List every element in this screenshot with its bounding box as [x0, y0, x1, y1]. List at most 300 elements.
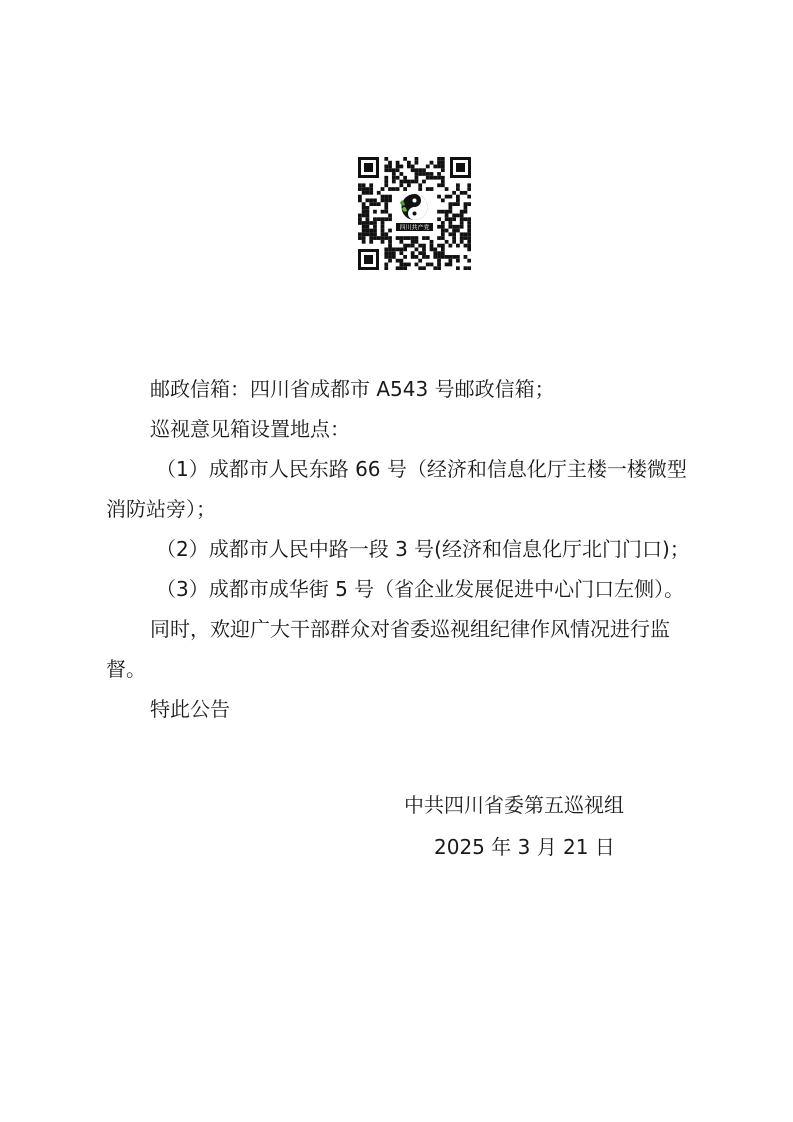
qr-module: [437, 195, 441, 199]
qr-module: [381, 187, 385, 191]
qr-module: [362, 221, 366, 225]
qr-module: [445, 229, 449, 233]
qr-module: [373, 221, 377, 225]
qr-module: [369, 229, 373, 233]
qr-module: [384, 176, 388, 180]
qr-module: [384, 168, 388, 172]
qr-module: [392, 251, 396, 255]
qr-module: [399, 236, 403, 240]
qr-module: [456, 214, 460, 218]
qr-module: [452, 232, 456, 236]
qr-module: [392, 255, 396, 259]
qr-module: [388, 244, 392, 248]
qr-module: [392, 172, 396, 176]
qr-module: [403, 244, 407, 248]
qr-module: [381, 240, 385, 244]
qr-module: [369, 232, 373, 236]
qr-module: [369, 240, 373, 244]
qr-module: [433, 255, 437, 259]
qr-module: [384, 202, 388, 206]
qr-module: [448, 221, 452, 225]
qr-module: [437, 259, 441, 263]
qr-module: [441, 244, 445, 248]
qr-module: [441, 236, 445, 240]
qr-module: [467, 202, 471, 206]
qr-module: [467, 232, 471, 236]
qr-module: [422, 180, 426, 184]
qr-module: [384, 165, 388, 169]
qr-module: [362, 183, 366, 187]
qr-module: [403, 255, 407, 259]
qr-module: [369, 236, 373, 240]
qr-module: [445, 240, 449, 244]
qr-module: [377, 236, 381, 240]
qr-module: [460, 217, 464, 221]
qr-module: [464, 202, 468, 206]
qr-module: [464, 232, 468, 236]
qr-module: [415, 255, 419, 259]
qr-module: [460, 236, 464, 240]
qr-finder-top-right: [450, 157, 471, 178]
qr-module: [418, 251, 422, 255]
qr-module: [426, 187, 430, 191]
qr-module: [430, 240, 434, 244]
qr-module: [448, 255, 452, 259]
qr-module: [456, 202, 460, 206]
qr-module: [452, 236, 456, 240]
box-heading: 巡视意见箱设置地点：: [150, 417, 350, 441]
qr-module: [467, 229, 471, 233]
qr-module: [437, 172, 441, 176]
qr-module: [464, 255, 468, 259]
qr-module: [373, 229, 377, 233]
qr-module: [399, 259, 403, 263]
qr-module: [441, 157, 445, 161]
qr-module: [411, 240, 415, 244]
mailbox-line: 邮政信箱：四川省成都市 A543 号邮政信箱；: [150, 377, 555, 401]
qr-module: [460, 221, 464, 225]
qr-module: [448, 259, 452, 263]
qr-module: [415, 247, 419, 251]
qr-module: [467, 247, 471, 251]
qr-module: [377, 202, 381, 206]
qr-module: [456, 187, 460, 191]
qr-module: [396, 161, 400, 165]
qr-module: [418, 266, 422, 270]
qr-module: [448, 195, 452, 199]
qr-module: [422, 247, 426, 251]
qr-module: [418, 172, 422, 176]
qr-module: [467, 217, 471, 221]
qr-module: [464, 244, 468, 248]
qr-module: [460, 210, 464, 214]
qr-module: [403, 187, 407, 191]
qr-module: [366, 187, 370, 191]
qr-module: [433, 176, 437, 180]
qr-module: [407, 180, 411, 184]
qr-module: [384, 206, 388, 210]
qr-module: [384, 266, 388, 270]
qr-module: [441, 221, 445, 225]
qr-module: [362, 236, 366, 240]
qr-module: [422, 251, 426, 255]
qr-module: [464, 266, 468, 270]
qr-module: [430, 263, 434, 267]
qr-module: [415, 180, 419, 184]
qr-module: [445, 195, 449, 199]
qr-module: [366, 229, 370, 233]
qr-module: [396, 165, 400, 169]
qr-module: [384, 210, 388, 214]
qr-module: [373, 198, 377, 202]
qr-module: [384, 180, 388, 184]
qr-module: [456, 183, 460, 187]
qr-module: [445, 187, 449, 191]
qr-module: [388, 255, 392, 259]
qr-module: [422, 255, 426, 259]
qr-module: [369, 221, 373, 225]
qr-module: [358, 187, 362, 191]
qr-module: [381, 225, 385, 229]
qr-module: [403, 176, 407, 180]
qr-module: [441, 183, 445, 187]
qr-module: [403, 236, 407, 240]
qr-module: [437, 251, 441, 255]
qr-module: [384, 255, 388, 259]
qr-module: [369, 191, 373, 195]
qr-module: [362, 232, 366, 236]
qr-module: [467, 240, 471, 244]
qr-logo-text: 四川共产党: [399, 224, 430, 232]
qr-module: [377, 191, 381, 195]
qr-module: [403, 180, 407, 184]
qr-module: [392, 247, 396, 251]
qr-module: [448, 206, 452, 210]
qr-module: [358, 221, 362, 225]
qr-module: [452, 240, 456, 244]
qr-module: [464, 206, 468, 210]
qr-module: [411, 236, 415, 240]
qr-module: [384, 217, 388, 221]
qr-module: [373, 217, 377, 221]
qr-module: [422, 236, 426, 240]
qr-module: [411, 251, 415, 255]
qr-module: [448, 202, 452, 206]
qr-module: [422, 172, 426, 176]
qr-module: [399, 172, 403, 176]
qr-module: [362, 210, 366, 214]
qr-module: [418, 259, 422, 263]
qr-module: [460, 214, 464, 218]
qr-module: [388, 198, 392, 202]
qr-module: [407, 165, 411, 169]
qr-module: [388, 195, 392, 199]
qr-module: [430, 244, 434, 248]
qr-module: [445, 263, 449, 267]
qr-module: [396, 259, 400, 263]
qr-module: [415, 172, 419, 176]
qr-module: [384, 232, 388, 236]
qr-module: [437, 217, 441, 221]
qr-module: [456, 195, 460, 199]
qr-module: [396, 176, 400, 180]
qr-module: [396, 236, 400, 240]
qr-module: [467, 221, 471, 225]
qr-module: [399, 251, 403, 255]
qr-module: [366, 198, 370, 202]
qr-module: [381, 232, 385, 236]
qr-module: [467, 187, 471, 191]
qr-module: [415, 176, 419, 180]
qr-module: [388, 259, 392, 263]
qr-module: [464, 236, 468, 240]
qr-module: [381, 195, 385, 199]
qr-module: [399, 183, 403, 187]
qr-module: [437, 225, 441, 229]
qr-module: [430, 172, 434, 176]
qr-module: [388, 217, 392, 221]
qr-module: [448, 225, 452, 229]
qr-module: [418, 183, 422, 187]
qr-module: [407, 244, 411, 248]
qr-module: [456, 198, 460, 202]
qr-center-logo: [394, 191, 435, 234]
qr-module: [437, 176, 441, 180]
qr-module: [445, 210, 449, 214]
qr-module: [392, 168, 396, 172]
qr-module: [407, 236, 411, 240]
qr-module: [392, 180, 396, 184]
qr-module: [445, 255, 449, 259]
qr-module: [407, 263, 411, 267]
qr-module: [388, 168, 392, 172]
qr-module: [437, 161, 441, 165]
qr-module: [437, 244, 441, 248]
qr-module: [381, 236, 385, 240]
qr-module: [448, 232, 452, 236]
qr-module: [358, 183, 362, 187]
qr-module: [441, 251, 445, 255]
qr-module: [396, 247, 400, 251]
qr-module: [430, 247, 434, 251]
qr-module: [377, 217, 381, 221]
qr-module: [411, 180, 415, 184]
qr-module: [362, 229, 366, 233]
qr-module: [399, 247, 403, 251]
qr-module: [456, 259, 460, 263]
qr-module: [369, 187, 373, 191]
qr-module: [433, 266, 437, 270]
qr-module: [437, 210, 441, 214]
qr-module: [384, 195, 388, 199]
location-2: （2）成都市人民中路一段 3 号(经济和信息化厅北门门口)；: [156, 537, 690, 561]
qr-module: [411, 255, 415, 259]
qr-module: [418, 168, 422, 172]
qr-module: [426, 263, 430, 267]
qr-module: [403, 263, 407, 267]
qr-module: [415, 168, 419, 172]
qr-module: [467, 183, 471, 187]
qr-module: [392, 176, 396, 180]
qr-module: [452, 202, 456, 206]
location-3: （3）成都市成华街 5 号（省企业发展促进中心门口左侧）。: [156, 577, 685, 601]
qr-module: [426, 172, 430, 176]
qr-code-icon: [358, 157, 471, 270]
qr-module: [441, 165, 445, 169]
qr-module: [366, 217, 370, 221]
qr-module: [381, 210, 385, 214]
qr-module: [452, 214, 456, 218]
qr-module: [396, 168, 400, 172]
qr-module: [467, 195, 471, 199]
qr-module: [388, 165, 392, 169]
qr-module: [403, 157, 407, 161]
notice-body: [106, 369, 706, 729]
qr-module: [381, 217, 385, 221]
qr-module: [426, 176, 430, 180]
qr-module: [388, 229, 392, 233]
qr-module: [445, 217, 449, 221]
qr-module: [358, 236, 362, 240]
qr-module: [366, 232, 370, 236]
qr-module: [418, 187, 422, 191]
qr-module: [445, 214, 449, 218]
qr-module: [467, 266, 471, 270]
qr-module: [366, 225, 370, 229]
qr-module: [437, 157, 441, 161]
qr-module: [441, 180, 445, 184]
qr-module: [399, 165, 403, 169]
qr-finder-top-left: [358, 157, 379, 178]
qr-module: [456, 244, 460, 248]
qr-module: [369, 183, 373, 187]
qr-module: [456, 255, 460, 259]
qr-module: [441, 176, 445, 180]
qr-module: [441, 168, 445, 172]
qr-module: [433, 165, 437, 169]
qr-module: [392, 187, 396, 191]
qr-module: [411, 244, 415, 248]
qr-module: [415, 263, 419, 267]
qr-module: [452, 191, 456, 195]
qr-module: [403, 266, 407, 270]
welcome-paragraph: 同时，欢迎广大干部群众对省委巡视组纪律作风情况进行监督。: [106, 617, 670, 681]
qr-module: [358, 195, 362, 199]
qr-module: [373, 225, 377, 229]
qr-module: [467, 244, 471, 248]
qr-module: [362, 214, 366, 218]
qr-module: [460, 225, 464, 229]
qr-module: [358, 217, 362, 221]
qr-module: [460, 240, 464, 244]
qr-module: [362, 225, 366, 229]
qr-module: [441, 247, 445, 251]
qr-module: [441, 255, 445, 259]
qr-module: [384, 183, 388, 187]
qr-module: [437, 183, 441, 187]
qr-module: [388, 240, 392, 244]
qr-module: [388, 247, 392, 251]
qr-module: [373, 236, 377, 240]
qr-module: [407, 183, 411, 187]
qr-module: [430, 176, 434, 180]
qr-module: [381, 229, 385, 233]
qr-module: [362, 202, 366, 206]
qr-module: [388, 187, 392, 191]
qr-module: [366, 206, 370, 210]
qr-module: [373, 232, 377, 236]
qr-module: [388, 236, 392, 240]
closing-line: 特此公告: [150, 697, 230, 721]
qr-module: [441, 229, 445, 233]
qr-module: [396, 187, 400, 191]
qr-module: [452, 217, 456, 221]
qr-module: [464, 217, 468, 221]
qr-module: [366, 214, 370, 218]
qr-module: [437, 165, 441, 169]
qr-module: [467, 236, 471, 240]
location-1: （1）成都市人民东路 66 号（经济和信息化厅主楼一楼微型消防站旁）；: [106, 457, 687, 521]
qr-module: [464, 191, 468, 195]
qr-module: [456, 225, 460, 229]
qr-module: [366, 210, 370, 214]
qr-module: [437, 255, 441, 259]
qr-module: [362, 187, 366, 191]
qr-module: [415, 157, 419, 161]
qr-module: [384, 198, 388, 202]
qr-module: [441, 210, 445, 214]
qr-module: [448, 263, 452, 267]
qr-module: [362, 191, 366, 195]
qr-module: [358, 232, 362, 236]
qr-module: [430, 187, 434, 191]
qr-module: [426, 165, 430, 169]
qr-module: [422, 168, 426, 172]
qr-code[interactable]: [358, 157, 471, 270]
qr-module: [384, 157, 388, 161]
qr-module: [384, 236, 388, 240]
qr-module: [369, 198, 373, 202]
qr-module: [373, 210, 377, 214]
qr-module: [441, 232, 445, 236]
qr-module: [358, 214, 362, 218]
qr-module: [358, 198, 362, 202]
qr-module: [415, 240, 419, 244]
qr-module: [366, 191, 370, 195]
qr-module: [384, 247, 388, 251]
qr-module: [433, 247, 437, 251]
qr-module: [415, 236, 419, 240]
qr-module: [430, 161, 434, 165]
qr-module: [422, 266, 426, 270]
qr-module: [384, 263, 388, 267]
signature-org: 中共四川省委第五巡视组: [404, 793, 624, 817]
qr-module: [381, 221, 385, 225]
signature-date: 2025 年 3 月 21 日: [434, 835, 615, 859]
qr-module: [452, 229, 456, 233]
qr-module: [396, 266, 400, 270]
qr-module: [467, 259, 471, 263]
qr-module: [381, 198, 385, 202]
qr-module: [369, 202, 373, 206]
qr-module: [399, 266, 403, 270]
qr-module: [411, 168, 415, 172]
qr-module: [467, 225, 471, 229]
qr-module: [426, 236, 430, 240]
qr-module: [437, 266, 441, 270]
qr-module: [388, 214, 392, 218]
qr-module: [452, 225, 456, 229]
